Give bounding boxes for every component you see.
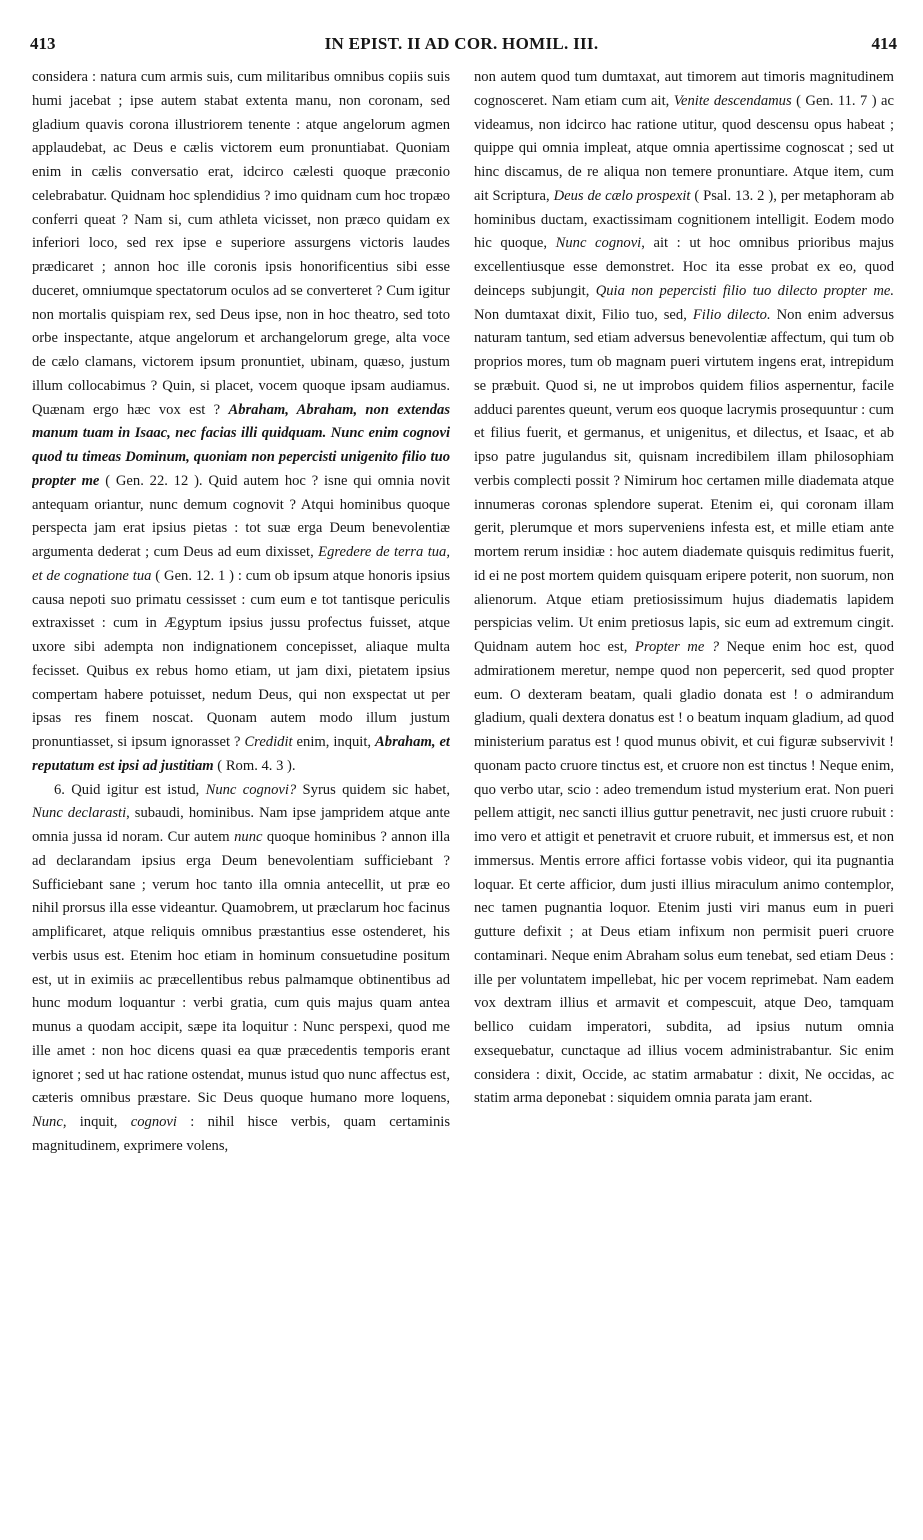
right-column xyxy=(474,66,894,1512)
text-run: ( Gen. 12. 1 ) : cum ob ipsum atque honoris ipsius causa nepoti suo primatu cessisset : cum eum e tot tantisque periculis extraxisset : cum in Ægyptum ipsius jussu profectus fuisset, atque uxore sibi adempta non indignationem concepisset, aliaque multa fecisset. Quibus ex rebus homo etiam, ut jam dixi, pietatem ipsius compertam habere potuisset, nedum Deus, qui non exspectat ut per ipsas res finem noscat. Quonam autem modo illum justum pronuntiasset, si ipsum ignorasset ? xyxy=(32,567,450,750)
text-run: Syrus quidem sic habet, xyxy=(296,781,450,798)
text-run: Egredere de terra tua, et de cognatione tua xyxy=(32,544,450,584)
text-run: 6. Quid igitur est istud, xyxy=(54,781,206,798)
text-run: Filio dilecto. xyxy=(692,306,771,323)
text-run: non autem quod tum dumtaxat, aut timorem aut timoris magnitudinem cognosceret. Nam etiam cum ait, xyxy=(474,69,894,109)
text-run: Non dumtaxat dixit, Filio tuo, sed, xyxy=(474,306,693,323)
running-title: IN EPIST. II AD COR. HOMIL. III. xyxy=(324,34,599,53)
page-number-right: 414 xyxy=(871,34,897,53)
text-run: ( Rom. 4. 3 ). xyxy=(213,757,296,774)
text-run: Propter me ? xyxy=(634,639,720,655)
text-run: cognovi xyxy=(130,1114,177,1130)
page-number-left: 413 xyxy=(30,34,56,53)
text-run: ( Gen. 22. 12 ). Quid autem hoc ? isne qui omnia novit antequam oriantur, nunc demum cognovit ? Atqui hominibus quoque perspecta jam erat ipsius pietas : tot suæ erga Deum benevolentiæ argumenta dederat ; cum Deus ad eum dixisset, xyxy=(32,472,450,560)
text-run: Credidit xyxy=(244,734,293,750)
text-run: , inquit, xyxy=(62,1114,131,1130)
text-run: considera : natura cum armis suis, cum militaribus omnibus copiis suis humi jacebat ; ipse autem stabat extenta manu, non coronam, sed gladium quavis corona illustriorem tenente : atque angelorum agmen applaudebat, ac Deus e cælis victorem eum pronuntiabat. Quoniam enim in cælis conversatio erat, idcirco cælesti quoque præconio celebrabatur. Quidnam hoc splendidius ? imo quidnam cum hoc tropæo conferri queat ? Nam si, cum athleta vicisset, non præco quidam ex inferiori loco, sed rex ipse e superiore assurgens victoris laudes prædicaret ; annon hoc ille coronis ipsis honorificentius sibi esse duceret, omniumque spectatorum oculos ad se converteret ? Cum igitur non mortalis quispiam rex, sed Deus ipse, non in hoc theatro, sed toto orbe inspectante, atque angelorum et archangelorum grege, alta voce de cælo clamans, victorem ipsum pronuntiet, ubinam, quæso, justum illum collocabimus ? Quin, si placet, vocem quoque ipsam audiamus. Quænam ergo hæc vox est ? xyxy=(32,69,450,418)
left-paragraph-1 xyxy=(32,66,450,779)
left-column xyxy=(32,66,450,1512)
text-run: : nihil hisce verbis, quam certaminis magnitudinem, exprimere volens, xyxy=(32,1114,450,1154)
left-paragraph-2 xyxy=(32,779,450,1159)
text-run: Nunc xyxy=(32,1114,63,1130)
text-run: Non enim adversus naturam tantum, sed etiam adversus benevolentiæ affectum, qui tum ob proprios mores, tum ob magnam pueri virtutem ingens erat, intrepidum se præbuit. Quod si, ne ut improbos quidem filios aspernentur, facile adduci parentes queunt, verum eos quoque lacrymis prosequuntur : cum et filius fuerit, et germanus, et unigenitus, et dilectus, et Isaac, et ab ipso patre jugulandus sit, quisnam incredibilem illam philosophiam verbis complecti possit ? Nimirum hoc certamen mille diademata atque innumeras coronas splendore superat. Etenim ei, qui coronam illam gerit, plerumque et mors superveniens infesta est, et mille etiam ante mortem rerum insidiæ : hoc autem diademate quisquis redimitus fuerit, id ei ne post mortem quidem quisquam eripere poterit, non suorum, non alienorum. Atque etiam pretiosissimum hujus diadematis lapidem perspicias velim. Ut enim pretiosus lapis, sic eum ad extremum cingit. Quidnam autem hoc est, xyxy=(474,306,894,655)
text-run: Abraham, et reputatum est ipsi ad justitiam xyxy=(32,734,450,774)
text-run: , subaudi, hominibus. Nam ipse jampridem atque ante omnia jussa id noram. Cur autem xyxy=(32,805,450,845)
text-run: nunc xyxy=(234,829,263,845)
text-run: Nunc cognovi xyxy=(555,235,642,252)
text-run: Venite descendamus xyxy=(673,92,792,109)
text-run: Nunc declarasti xyxy=(32,805,127,822)
text-run: enim, inquit, xyxy=(292,734,376,750)
text-run: Abraham, Abraham, non extendas manum tuam in Isaac, nec facias illi quidquam. Nunc enim cognovi quod tu timeas Dominum, quoniam non pepercisti unigenito filio tuo propter me xyxy=(32,401,450,489)
text-run: Quia non pepercisti filio tuo dilecto propter me. xyxy=(595,282,894,299)
right-paragraph-1 xyxy=(474,66,894,1111)
text-run: Nunc cognovi? xyxy=(205,781,297,798)
text-run: quoque hominibus ? annon illa ad declarandam ipsius erga Deum benevolentiam sufficiebant ? Sufficiebant sane ; verum hoc tanto illa omnia antecellit, ut præ eo nihil prorsus illa esse videantur. Quamobrem, ut præclarum hoc facinus amplificaret, atque reliquis omnibus præstantius esse ostenderet, his verbis usus est. Etenim hoc etiam in hominum consuetudine positum est, ut in eximiis ac præcellentibus rebus palmamque obtinentibus ad hunc modum loquantur : verbi gratia, cum quis majus quam antea munus a quodam accipit, sæpe ita loquitur : Nunc perspexi, quod me ille amet : non hoc dicens quasi ea quæ præcedentis temporis erant ignoret ; sed ut hac ratione ostendat, munus istud quo nunc affectus est, cæteris omnibus præstare. Sic Deus quoque humano more loquens, xyxy=(32,829,450,1107)
text-run: ( Gen. 11. 7 ) ac videamus, non idcirco hac ratione utitur, quod descensu opus habeat ; quippe qui omnia impleat, atque omnia apertissime cognoscat ; sed ut hinc discamus, de re aliqua non temere pronuntiare. Atque item, cum ait Scriptura, xyxy=(474,92,894,204)
text-run: Neque enim hoc est, quod admirationem meretur, nempe quod non pepercerit, sed quod propter eum. O dexteram beatam, quali gladio donata est ! o admirandum gladium, quali dextera donatus est ! o beatum inquam gladium, ad quod ministerium paratus est ! quod munus obivit, et cui figuræ subservivit ! quonam pacto cruore tinctus est, et cruore non est tinctus ! Neque enim, quo verbo utar, scio : adeo tremendum istud mysterium erat. Non pueri pellem attigit, nec sancti illius guttur penetravit, nec justi cruore rubuit : imo vero et attigit et penetravit et cruore rubuit, et immersus est, et non immersus. Mentis errore affici fortasse vobis videor, qui ita pugnantia loquar. Et certe afficior, dum justi illius miraculum animo contemplor, nec tamen pugnantia loquor. Etenim justi viri manus eum in pueri gutture defixit ; at Deus etiam infixum non permisit pueri cruore contaminari. Neque enim Abraham solus eum tenebat, sed etiam Deus : ille per voluntatem impellebat, hic per vocem reprimebat. Nam eadem vox dextram illius et armavit et compescuit, atque Deo, tamquam bellico cuidam imperatori, subdita, ad ipsius nutum omnia exsequebatur, cunctaque ad illius vocem administrabantur. Sic enim considera : dixit, Occide, ac statim armabatur : dixit, Ne occidas, ac statim arma deponebat : siquidem omnia parata jam erant. xyxy=(474,639,894,1107)
running-header xyxy=(0,28,923,64)
text-run: ( Psal. 13. 2 ), per metaphoram ab hominibus ductam, exactissimam cognitionem intelligit. Eodem modo hic quoque, xyxy=(474,187,894,252)
text-run: Deus de cælo prospexit xyxy=(553,187,691,204)
text-run: , ait : ut hoc omnibus prioribus majus excellentiusque esse demonstret. Hoc ita esse probat ex eo, quod deinceps subjungit, xyxy=(474,235,894,299)
